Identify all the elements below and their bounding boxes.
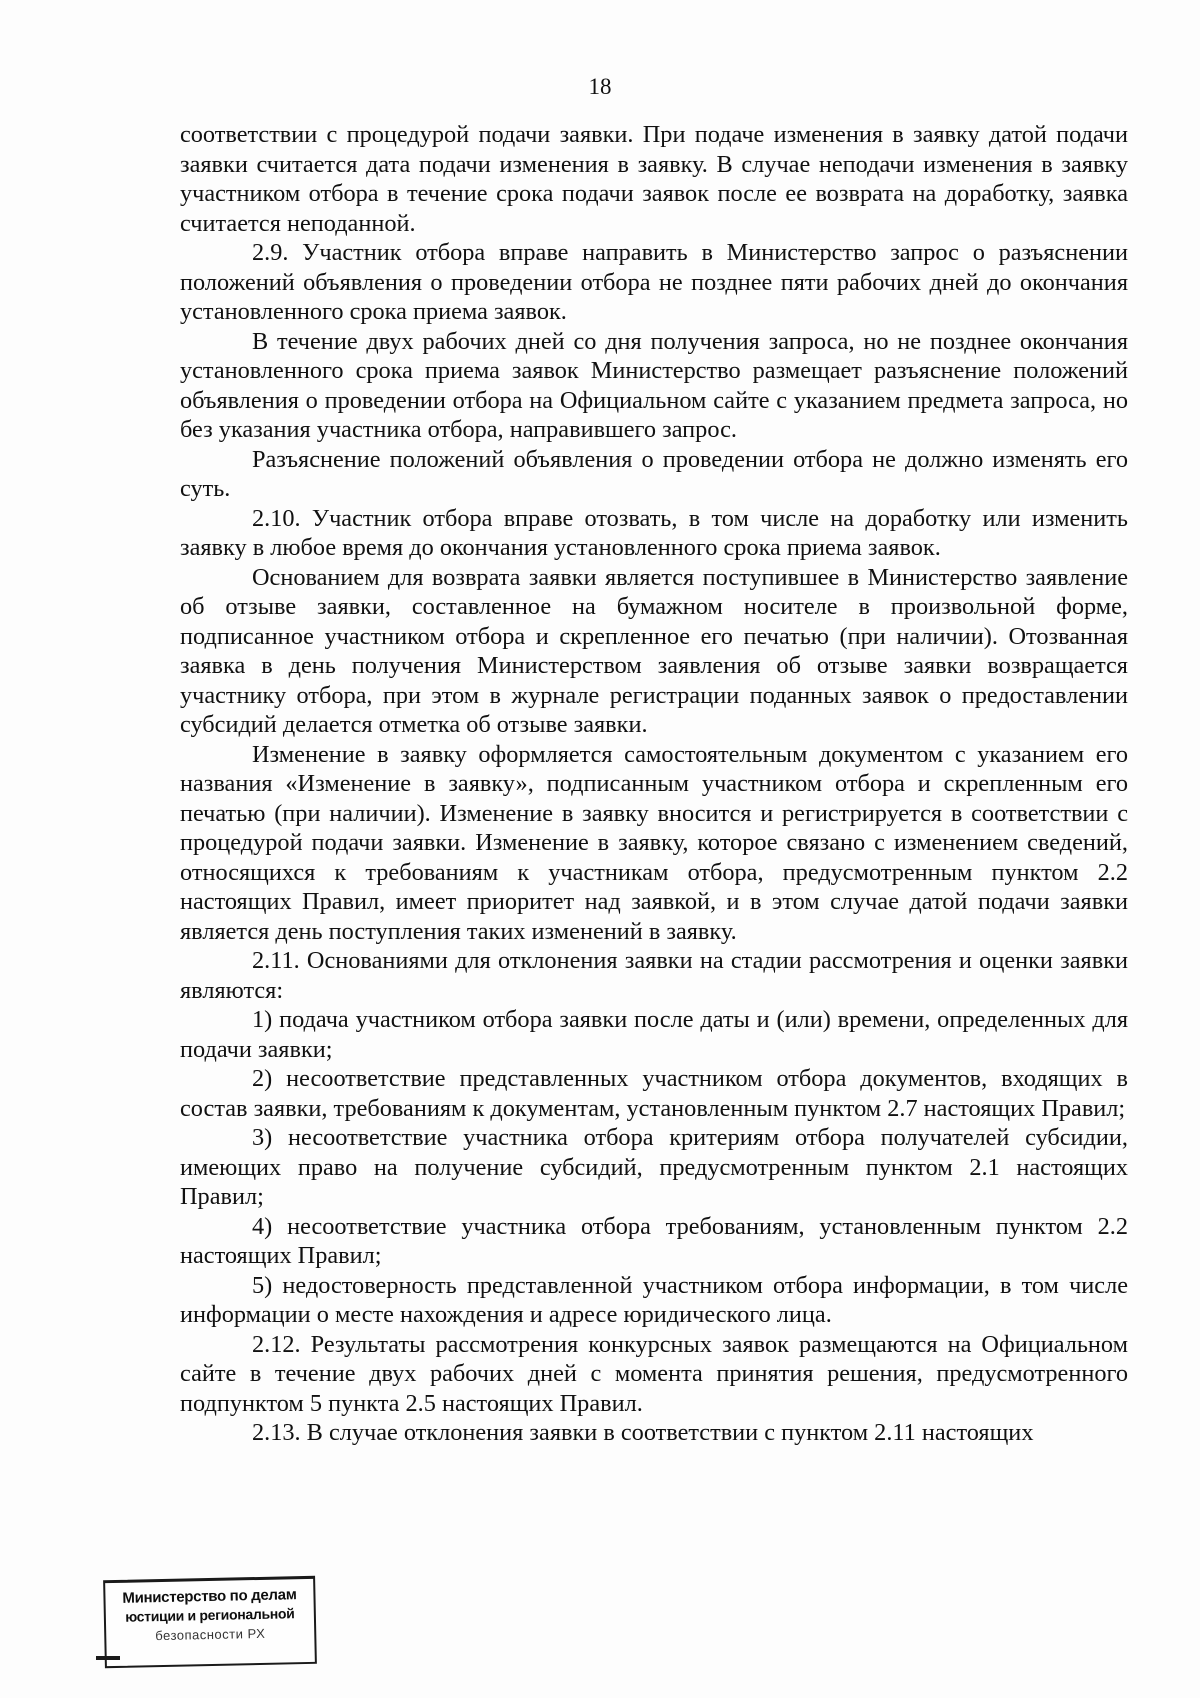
page-number: 18 bbox=[588, 74, 612, 99]
paragraph-withdrawal-basis: Основанием для возврата заявки является поступившее в Министерство заявление об отзыве заявки, составленное на бумажном носителе в произвольной форме, подписанное участником отбора и скрепленное его печатью (при наличии). Отозванная заявка в день получения Министерством заявления об отзыве заявки возвращается участнику отбора, при этом в журнале регистрации поданных заявок о предоставлении субсидий делается отметка об отзыве заявки. bbox=[180, 563, 1128, 738]
stamp-line-1: Министерство по делам bbox=[122, 1586, 297, 1607]
document-body bbox=[180, 120, 1128, 1448]
paragraph-amendment: Изменение в заявку оформляется самостоятельным документом с указанием его названия «Изменение в заявку», подписанным участником отбора и скрепленным его печатью (при наличии). Изменение в заявку вносится и регистрируется в соответствии с процедурой подачи заявки. Изменение в заявку, которое связано с изменением сведений, относящихся к требованиям к участникам отбора, предусмотренным пунктом 2.2 настоящих Правил, имеет приоритет над заявкой, и в этом случае датой подачи заявки является день поступления таких изменений в заявку. bbox=[180, 740, 1128, 945]
stamp-line-2: юстиции и региональной bbox=[125, 1605, 295, 1625]
paragraph-2-13: 2.13. В случае отклонения заявки в соответствии с пунктом 2.11 настоящих bbox=[252, 1419, 1034, 1446]
paragraph-2-11: 2.11. Основаниями для отклонения заявки на стадии рассмотрения и оценки заявки являются: bbox=[180, 947, 1128, 1004]
ministry-stamp bbox=[103, 1576, 317, 1668]
list-item-3: 3) несоответствие участника отбора критериям отбора получателей субсидии, имеющих право на получение субсидий, предусмотренным пунктом 2.1 настоящих Правил; bbox=[180, 1124, 1128, 1210]
stamp-border-mark bbox=[96, 1656, 120, 1660]
paragraph-clarification-terms: В течение двух рабочих дней со дня получения запроса, но не позднее окончания установленного срока приема заявок Министерство размещает разъяснение положений объявления о проведении отбора на Официальном сайте с указанием предмета запроса, но без указания участника отбора, направившего запрос. bbox=[180, 327, 1128, 443]
paragraph-clarification-essence: Разъяснение положений объявления о проведении отбора не должно изменять его суть. bbox=[180, 445, 1128, 502]
paragraph-continuation: соответствии с процедурой подачи заявки. При подаче изменения в заявку датой подачи заявки считается дата подачи изменения в заявку. В случае неподачи изменения в заявку участником отбора в течение срока подачи заявок после ее возврата на доработку, заявка считается неподанной. bbox=[180, 121, 1128, 237]
paragraph-2-12: 2.12. Результаты рассмотрения конкурсных заявок размещаются на Официальном сайте в течение двух рабочих дней с момента принятия решения, предусмотренного подпунктом 5 пункта 2.5 настоящих Правил. bbox=[180, 1330, 1128, 1417]
paragraph-2-10: 2.10. Участник отбора вправе отозвать, в том числе на доработку или изменить заявку в любое время до окончания установленного срока приема заявок. bbox=[180, 504, 1128, 561]
paragraph-2-9: 2.9. Участник отбора вправе направить в Министерство запрос о разъяснении положений объявления о проведении отбора не позднее пяти рабочих дней до окончания установленного срока приема заявок. bbox=[180, 239, 1128, 325]
list-item-1: 1) подача участником отбора заявки после даты и (или) времени, определенных для подачи заявки; bbox=[180, 1006, 1128, 1063]
stamp-line-3: безопасности РХ bbox=[155, 1625, 266, 1644]
list-item-4: 4) несоответствие участника отбора требованиям, установленным пунктом 2.2 настоящих Правил; bbox=[180, 1212, 1128, 1269]
list-item-5: 5) недостоверность представленной участником отбора информации, в том числе информации о месте нахождения и адресе юридического лица. bbox=[180, 1271, 1128, 1328]
list-item-2: 2) несоответствие представленных участником отбора документов, входящих в состав заявки, требованиям к документам, установленным пунктом 2.7 настоящих Правил; bbox=[180, 1065, 1128, 1122]
